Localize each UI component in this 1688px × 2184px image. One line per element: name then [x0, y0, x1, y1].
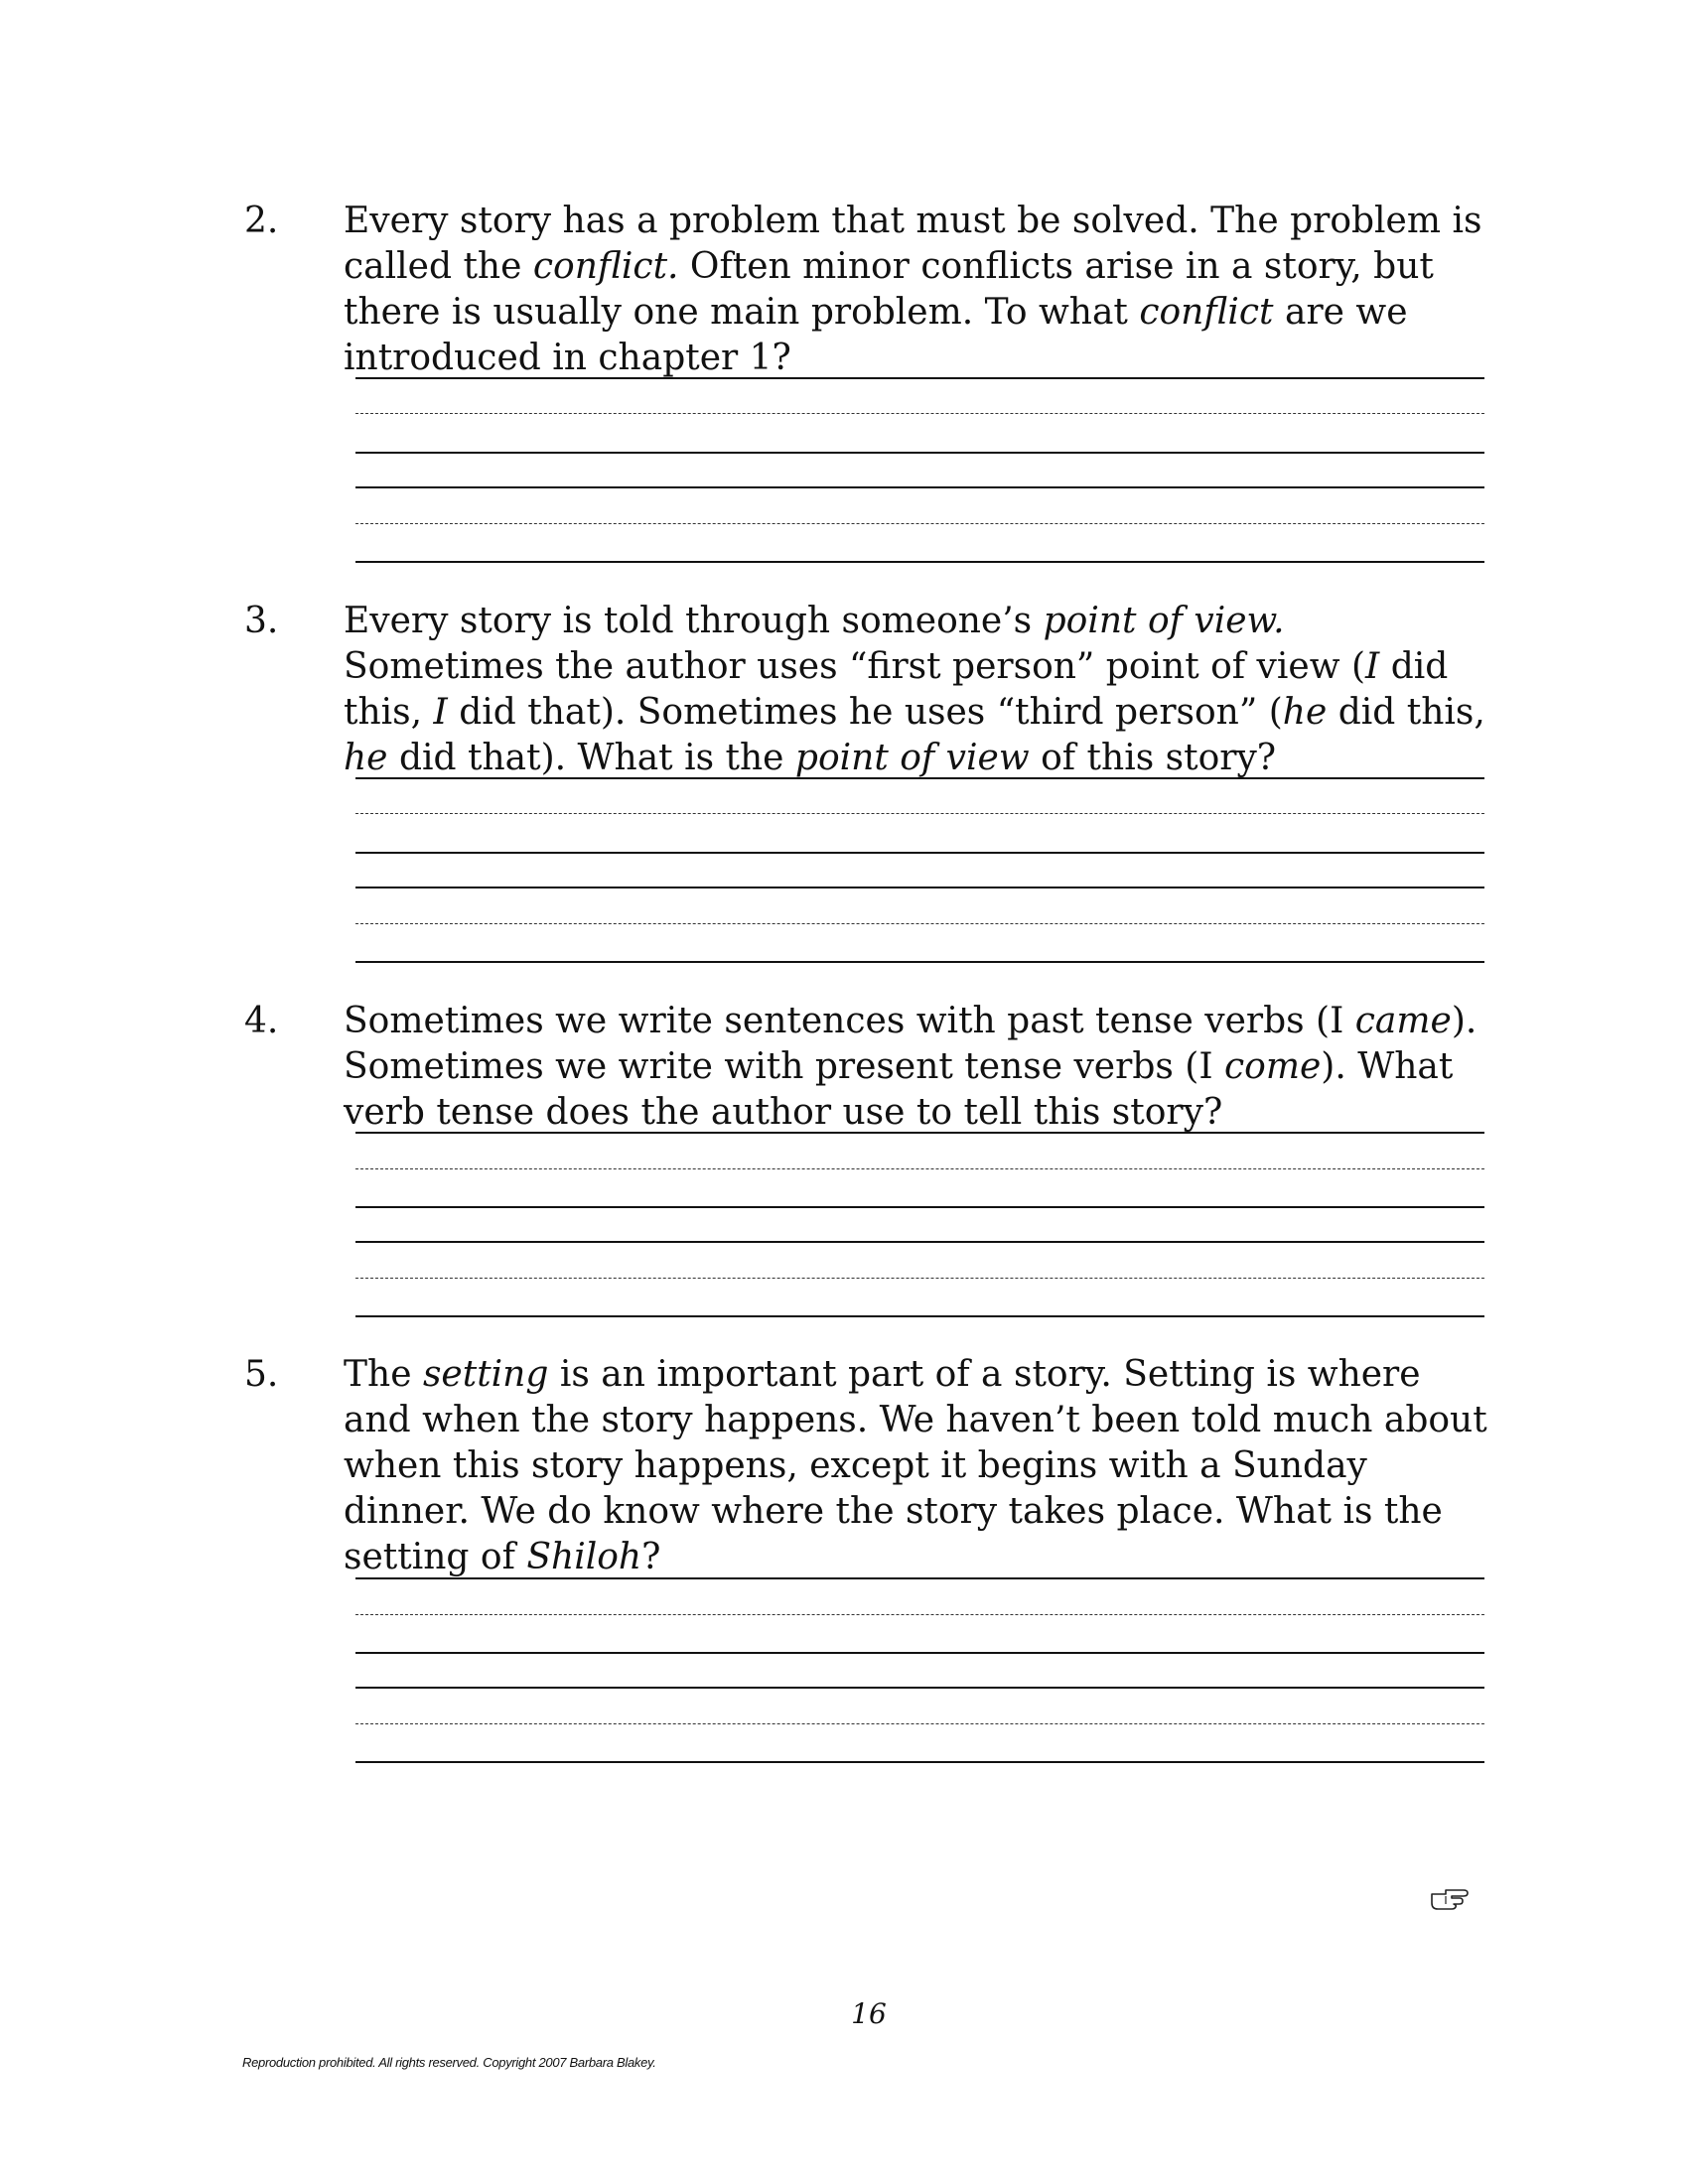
answer-line[interactable] [355, 1577, 1484, 1579]
answer-guide-line [355, 413, 1484, 414]
answer-guide-line [355, 1723, 1484, 1724]
emphasized-term: conflict. [532, 246, 679, 287]
emphasized-term: conflict [1139, 292, 1274, 333]
answer-guide-line [355, 923, 1484, 924]
answer-line[interactable] [355, 561, 1484, 563]
answer-guide-line [355, 523, 1484, 524]
answer-line[interactable] [355, 1132, 1484, 1134]
question-text: Every story has a problem that must be solved. The problem is called the conflict. Often minor conflicts arise in a story, but there is usually one main problem. To what conflict are we introduced in chapter 1? [344, 201, 1482, 378]
question-number: 3. [244, 601, 279, 641]
answer-line[interactable] [355, 852, 1484, 854]
question-number: 5. [244, 1354, 279, 1395]
question-text: Every story is told through someone’s point of view. Sometimes the author uses “first person” point of view (I did this, I did that). Sometimes he uses “third person” (he did this, he did that). What is the point of view of this story? [344, 601, 1485, 778]
answer-guide-line [355, 1614, 1484, 1615]
answer-line[interactable] [355, 452, 1484, 454]
copyright-footer: Reproduction prohibited. All rights reserved. Copyright 2007 Barbara Blakey. [242, 2055, 656, 2070]
answer-line[interactable] [355, 887, 1484, 888]
emphasized-term: point of view [794, 738, 1030, 778]
question-text: The setting is an important part of a story. Setting is where and when the story happens. We haven’t been told much about when this story happens, except it begins with a Sunday dinner. We do know where the story takes place. What is the setting of Shiloh? [344, 1354, 1487, 1577]
answer-line[interactable] [355, 1687, 1484, 1689]
emphasized-term: he [344, 738, 388, 778]
answer-line[interactable] [355, 1206, 1484, 1208]
emphasized-term: I [433, 692, 448, 733]
answer-line[interactable] [355, 486, 1484, 488]
page-number: 16 [851, 1997, 887, 2030]
answer-guide-line [355, 1168, 1484, 1169]
answer-line[interactable] [355, 1241, 1484, 1243]
emphasized-term: came [1354, 1001, 1452, 1041]
answer-line[interactable] [355, 377, 1484, 379]
answer-guide-line [355, 813, 1484, 814]
answer-line[interactable] [355, 961, 1484, 963]
question-number: 4. [244, 1001, 279, 1041]
answer-line[interactable] [355, 1761, 1484, 1763]
answer-guide-line [355, 1278, 1484, 1279]
answer-line[interactable] [355, 1652, 1484, 1654]
emphasized-term: point of view. [1043, 601, 1285, 641]
question-number: 2. [244, 201, 279, 241]
emphasized-term: I [1365, 646, 1380, 687]
pointing-hand-icon [1430, 1884, 1470, 1914]
answer-line[interactable] [355, 1315, 1484, 1317]
emphasized-term: he [1282, 692, 1328, 733]
emphasized-term: come [1224, 1046, 1322, 1087]
question-text: Sometimes we write sentences with past tense verbs (I came). Sometimes we write with present tense verbs (I come). What verb tense does the author use to tell this story? [344, 1001, 1477, 1133]
answer-line[interactable] [355, 777, 1484, 779]
emphasized-term: Shiloh [526, 1537, 642, 1577]
emphasized-term: setting [422, 1354, 549, 1395]
